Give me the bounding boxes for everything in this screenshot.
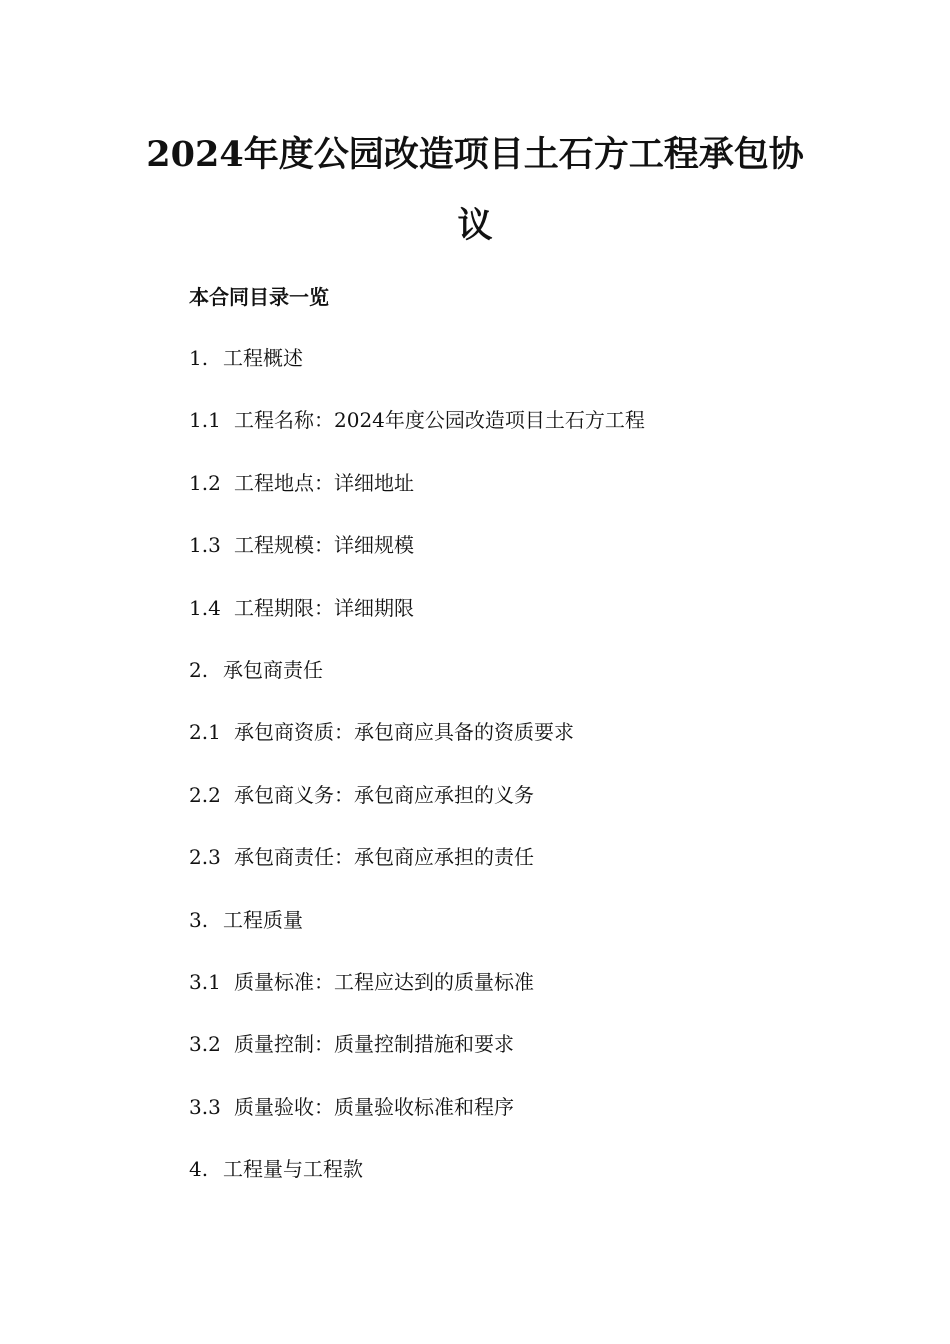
toc-item-number: 1.3	[189, 533, 221, 558]
toc-item	[189, 1093, 869, 1155]
toc-item	[189, 1030, 869, 1092]
toc-item-number: 1.4	[189, 595, 221, 620]
toc-item	[189, 718, 869, 780]
toc-item	[189, 656, 869, 718]
toc-item	[189, 531, 869, 593]
toc-item-text: 承包商资质：承包商应具备的资质要求	[234, 720, 574, 745]
toc-item-text: 工程规模：详细规模	[234, 533, 414, 558]
toc-item-text: 工程名称：2024年度公园改造项目土石方工程	[234, 408, 645, 433]
toc-item-text: 工程概述	[223, 346, 303, 370]
toc-item	[189, 906, 869, 968]
toc-item-number: 2.3	[189, 845, 221, 870]
toc-item	[189, 406, 869, 468]
toc-item-number: 1.	[189, 346, 209, 370]
toc-item-text: 承包商责任：承包商应承担的责任	[234, 845, 534, 870]
toc-item-number: 3.	[189, 907, 209, 932]
toc-item-text: 工程量与工程款	[223, 1157, 363, 1182]
toc-item-number: 3.3	[189, 1094, 221, 1119]
document-title-line-2: 议	[457, 205, 493, 246]
toc-item-text: 质量控制：质量控制措施和要求	[234, 1032, 514, 1057]
toc-item-text: 工程期限：详细期限	[234, 595, 414, 620]
document-title-line-1: 2024年度公园改造项目土石方工程承包协	[146, 134, 804, 175]
toc-item	[189, 1155, 869, 1217]
toc-item	[189, 843, 869, 905]
toc-item-number: 3.1	[189, 969, 221, 994]
toc-item-number: 3.2	[189, 1032, 221, 1057]
toc-item	[189, 781, 869, 843]
toc-item-text: 承包商责任	[223, 657, 323, 682]
toc-item-number: 1.2	[189, 470, 221, 495]
toc-item	[189, 968, 869, 1030]
toc-item-number: 2.	[189, 657, 209, 682]
toc-item	[189, 469, 869, 531]
toc-item	[189, 344, 869, 406]
toc-item-number: 1.1	[189, 408, 221, 433]
toc-item-number: 2.2	[189, 782, 221, 807]
toc-item-text: 承包商义务：承包商应承担的义务	[234, 782, 534, 807]
toc-item-number: 2.1	[189, 720, 221, 745]
toc-item-text: 质量验收：质量验收标准和程序	[234, 1094, 514, 1119]
toc-item	[189, 594, 869, 656]
toc-item-number: 4.	[189, 1157, 209, 1182]
toc-item-text: 工程质量	[223, 907, 303, 932]
toc-item-text: 工程地点：详细地址	[234, 470, 414, 495]
table-of-contents	[189, 344, 869, 1217]
toc-heading: 本合同目录一览	[189, 285, 329, 309]
toc-item-text: 质量标准：工程应达到的质量标准	[234, 969, 534, 994]
